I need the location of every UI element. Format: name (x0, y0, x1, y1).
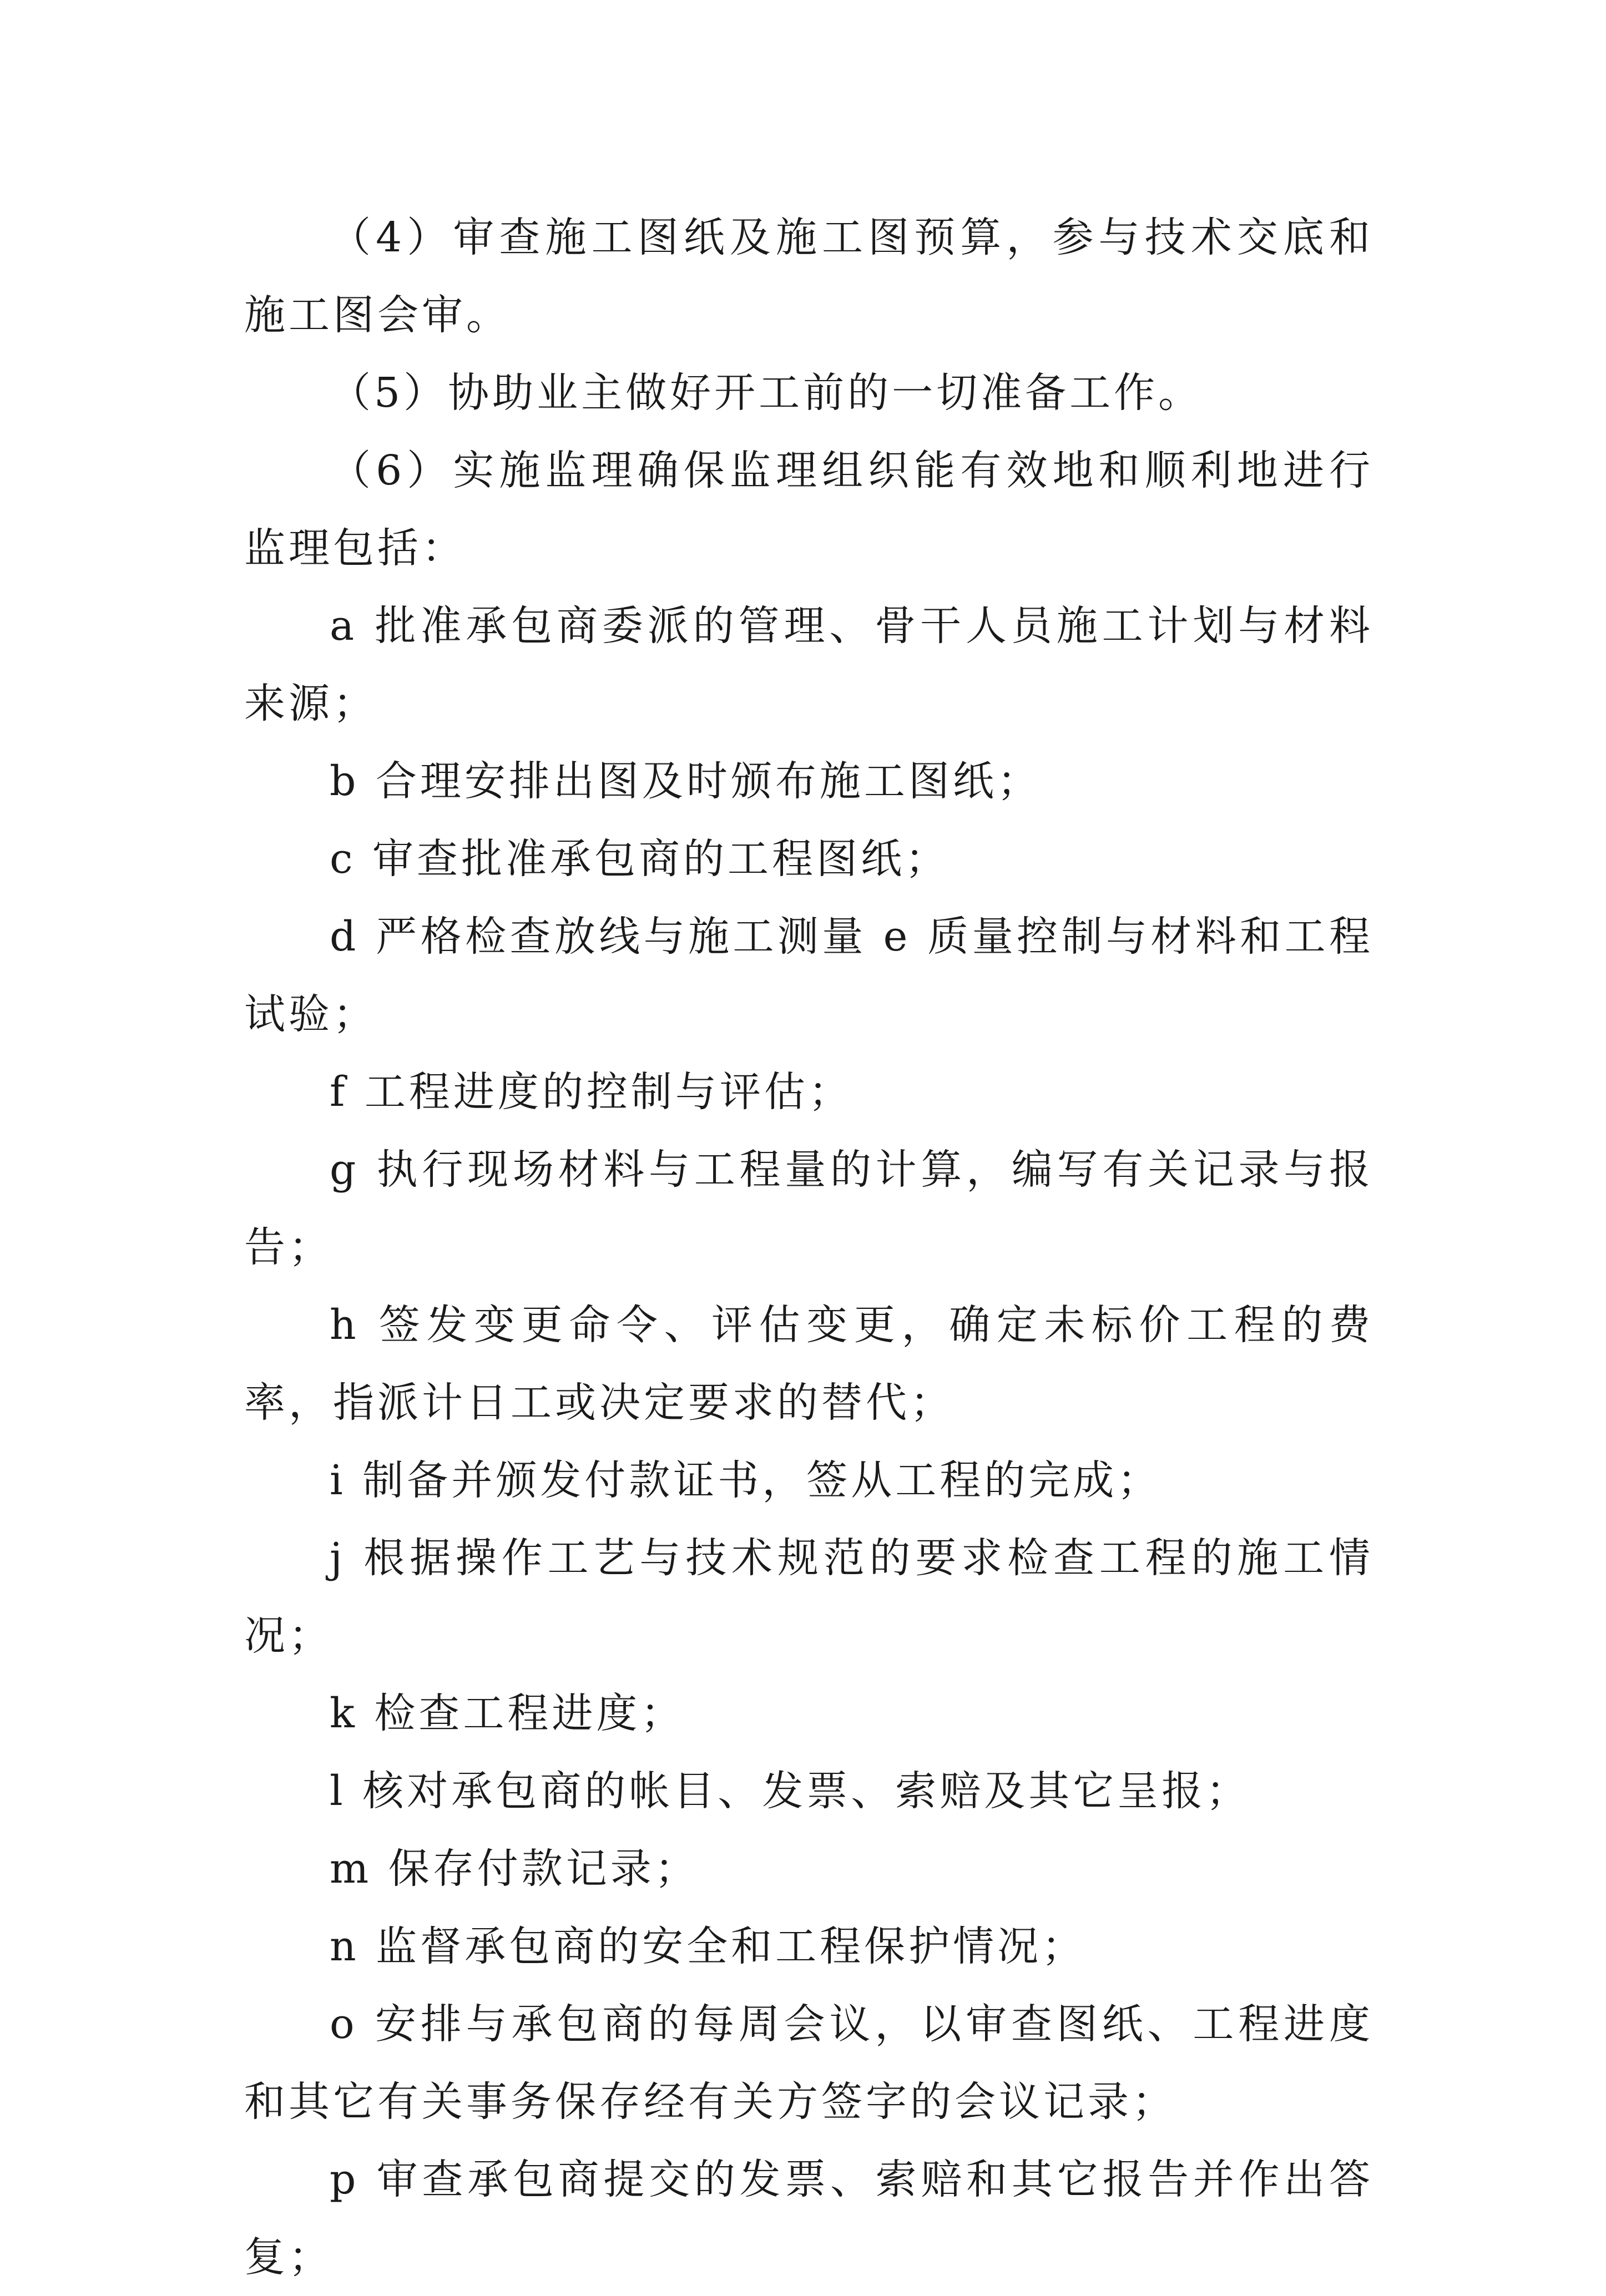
list-item-c: c 审查批准承包商的工程图纸； (330, 835, 950, 883)
paragraph-item-4: （4）审查施工图纸及施工图预算，参与技术交底和施工图会审。 (244, 214, 1373, 339)
list-item-l: l 核对承包商的帐目、发票、索赔及其它呈报； (330, 1767, 1251, 1815)
list-item-b: b 合理安排出图及时颁布施工图纸； (330, 757, 1042, 805)
list-item-p: p 审查承包商提交的发票、索赔和其它报告并作出答复； (244, 2156, 1373, 2281)
list-item-g: g 执行现场材料与工程量的计算，编写有关记录与报告； (244, 1146, 1373, 1271)
paragraph-item-6: （6）实施监理确保监理组织能有效地和顺利地进行监理包括： (244, 447, 1373, 572)
list-item-h: h 签发变更命令、评估变更，确定未标价工程的费率，指派计日工或决定要求的替代； (244, 1301, 1373, 1427)
list-item-n: n 监督承包商的安全和工程保护情况； (330, 1923, 1087, 1970)
list-item-k: k 检查工程进度； (330, 1690, 685, 1737)
list-item-m: m 保存付款记录； (330, 1845, 699, 1893)
paragraph-item-5: （5）协助业主做好开工前的一切准备工作。 (330, 369, 1203, 417)
list-item-j: j 根据操作工艺与技术规范的要求检查工程的施工情况； (244, 1534, 1373, 1660)
list-item-i: i 制备并颁发付款证书，签从工程的完成； (330, 1457, 1162, 1504)
list-item-o: o 安排与承包商的每周会议，以审查图纸、工程进度和其它有关事务保存经有关方签字的会议记录； (244, 2000, 1373, 2126)
list-item-a: a 批准承包商委派的管理、骨干人员施工计划与材料来源； (244, 602, 1373, 727)
list-item-d-e: d 严格检查放线与施工测量 e 质量控制与材料和工程试验； (244, 913, 1373, 1038)
list-item-f: f 工程进度的控制与评估； (330, 1068, 853, 1116)
document-body (244, 199, 1373, 2296)
